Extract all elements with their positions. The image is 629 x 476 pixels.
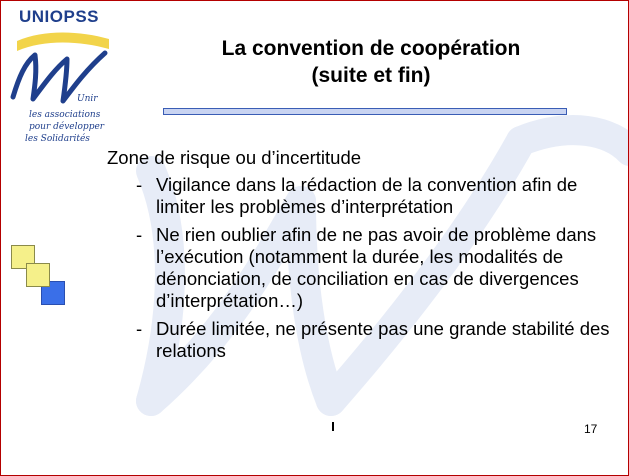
title-line-1: La convention de coopération: [221, 37, 521, 60]
bullet-dash: -: [136, 224, 143, 245]
title-divider: [163, 108, 567, 115]
square-yellow-2: [26, 263, 50, 287]
logo-mark-icon: [5, 27, 115, 153]
bullet-text: Ne rien oublier afin de ne pas avoir de problème dans l’exécution (notamment la durée, les modalités de dénonciation, de conciliation en cas de divergences d’interprétation…): [156, 224, 597, 311]
logo-tagline-line-3: pour développer: [29, 122, 105, 132]
logo-name: UNIOPSS: [19, 7, 100, 26]
bullet-text: Durée limitée, ne présente pas une grande stabilité des relations: [156, 318, 610, 361]
uniopss-logo: [5, 5, 115, 153]
bullet-dash: -: [136, 174, 143, 195]
logo-tagline-line-2: les associations: [29, 110, 101, 120]
bullet-text: Vigilance dans la rédaction de la convention afin de limiter les problèmes d’interprétation: [156, 174, 578, 217]
bullet-item: [107, 224, 617, 312]
slide-title: [141, 35, 601, 89]
bullet-item: [107, 174, 617, 218]
lead-text: Zone de risque ou d’incertitude: [107, 147, 362, 168]
page-number: 17: [584, 422, 598, 436]
text-cursor: [332, 422, 334, 431]
title-line-2: (suite et fin): [311, 64, 431, 87]
slide-body: [107, 147, 617, 368]
logo-tagline-line-4: les Solidarités: [25, 134, 90, 144]
bullet-item: [107, 318, 617, 362]
decorative-squares: [11, 245, 71, 310]
logo-tagline-line-1: Unir: [77, 94, 98, 104]
bullet-dash: -: [136, 318, 143, 339]
